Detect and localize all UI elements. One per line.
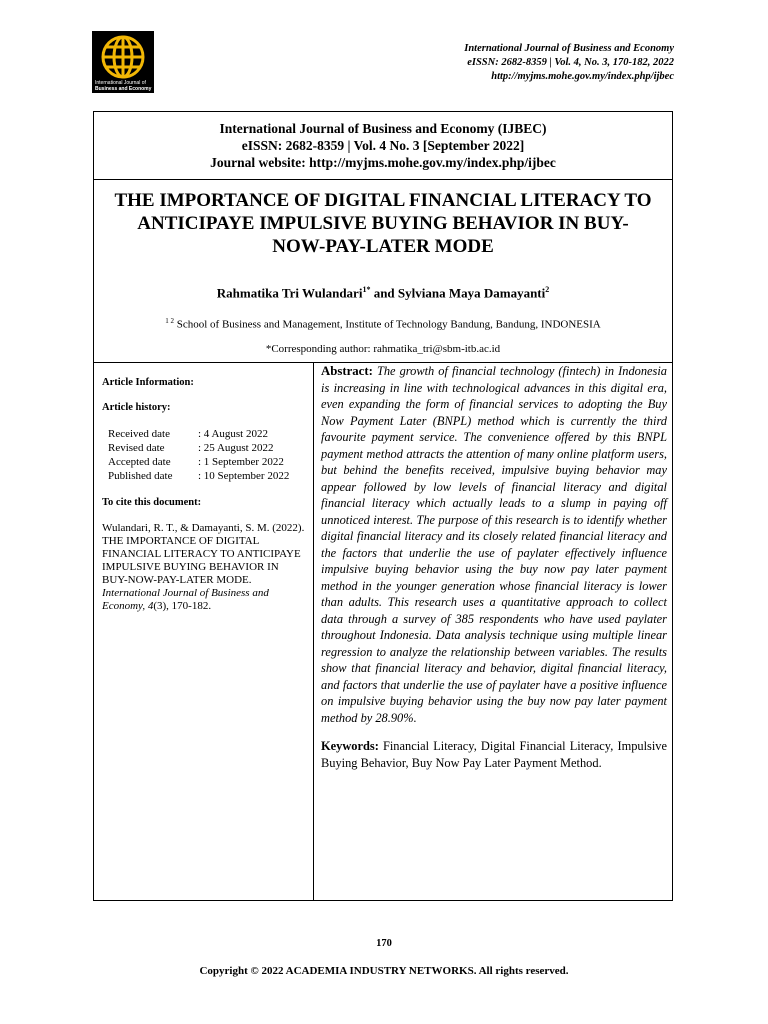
- header-url: http://myjms.mohe.gov.my/index.php/ijbec: [491, 71, 674, 82]
- history-value: : 10 September 2022: [198, 470, 290, 482]
- corresponding-author: *Corresponding author: rahmatika_tri@sbm-itb.ac.id: [265, 342, 501, 355]
- journal-name: International Journal of Business and Economy (IJBEC): [219, 121, 547, 136]
- article-info-heading: Article Information:: [102, 377, 194, 388]
- abstract-column: [321, 363, 667, 900]
- logo-caption-1: International Journal of: [95, 80, 146, 86]
- journal-issn: eISSN: 2682-8359 | Vol. 4 No. 3 [September 2022]: [241, 138, 525, 153]
- history-label: Published date: [108, 470, 173, 482]
- history-row: [108, 427, 305, 441]
- citation: [102, 522, 305, 613]
- history-label: Revised date: [108, 442, 165, 454]
- title-box: [94, 180, 672, 363]
- journal-info-box: [94, 112, 672, 180]
- history-row: [108, 469, 305, 483]
- running-header: [464, 42, 674, 84]
- logo-caption-2: Business and Economy: [95, 86, 152, 92]
- abstract-text: The growth of financial technology (fintech) in Indonesia is increasing in line with technological advances in this digital era, even expanding the form of financial services to adopting the Buy Now Payment Later (BNPL) method which is currently the third favourite payment service. The convenience offered by this BNPL payment method attracts the attention of many online platform users, but behind the benefits received, impulsive buying behavior may appear followed by low levels of financial literacy and digital financial literacy which actually leads to a slump in paying off unnoticed interest. The purpose of this research is to identify whether digital financial literacy and its closely related financial literacy and the factors that underlie the use of paylater effectively influence impulsive buying behavior using the buy now pay later payment method in the younger generation whose financial literacy is lower than adults. This research uses a quantitative approach to collect data through a survey of 385 respondents who have used paylater throughout Indonesia. Data analysis technique using multiple linear regression to analyze the relationship between variables. The results show that financial literacy and behavior, digital financial literacy, and factors that underlie the use of paylater have a positive influence on impulsive buying behavior using the buy now pay later payment method by 28.90%.: [321, 364, 667, 725]
- affiliation-text: School of Business and Management, Institute of Technology Bandung, Bandung, INDONESIA: [174, 318, 601, 331]
- history-label: Received date: [108, 428, 170, 440]
- author-1: Rahmatika Tri Wulandari: [216, 285, 363, 301]
- history-value: : 1 September 2022: [198, 456, 284, 468]
- cite-heading: To cite this document:: [102, 497, 202, 508]
- header-issn: eISSN: 2682-8359 | Vol. 4, No. 3, 170-182, 2022: [467, 57, 674, 68]
- history-row: [108, 441, 305, 455]
- abstract-label: Abstract:: [321, 364, 373, 378]
- globe-icon: [92, 31, 154, 93]
- history-value: : 4 August 2022: [198, 428, 268, 440]
- article-history-heading: Article history:: [102, 402, 171, 413]
- page-number: 170: [376, 938, 392, 949]
- citation-issue: (3), 170-182.: [153, 600, 212, 612]
- article-history: [108, 427, 305, 483]
- keywords-text: Financial Literacy, Digital Financial Literacy, Impulsive Buying Behavior, Buy Now Pay Later Payment Method.: [321, 739, 667, 770]
- affiliation: [94, 317, 672, 331]
- article-frame: [93, 111, 673, 901]
- authors: [94, 285, 672, 301]
- journal-website: Journal website: http://myjms.mohe.gov.my/index.php/ijbec: [210, 155, 556, 170]
- abstract: [321, 363, 667, 726]
- author-1-sup: 1*: [362, 285, 371, 294]
- author-2: and Sylviana Maya Damayanti: [370, 285, 546, 301]
- affiliation-sup: 1 2: [165, 317, 174, 326]
- citation-journal: International Journal of Business and Economy, 4: [102, 587, 269, 612]
- history-label: Accepted date: [108, 456, 171, 468]
- copyright: Copyright © 2022 ACADEMIA INDUSTRY NETWORKS. All rights reserved.: [199, 965, 569, 977]
- journal-logo: [92, 31, 154, 93]
- author-2-sup: 2: [545, 285, 550, 294]
- history-row: [108, 455, 305, 469]
- citation-text: Wulandari, R. T., & Damayanti, S. M. (2022). THE IMPORTANCE OF DIGITAL FINANCIAL LITERACY TO ANTICIPAYE IMPULSIVE BUYING BEHAVIOR IN BUY-NOW-PAY-LATER MODE.: [102, 522, 305, 586]
- history-value: : 25 August 2022: [198, 442, 274, 454]
- keywords: [321, 738, 667, 771]
- keywords-label: Keywords:: [321, 739, 379, 753]
- paper-title: THE IMPORTANCE OF DIGITAL FINANCIAL LITERACY TO ANTICIPAYE IMPULSIVE BUYING BEHAVIOR IN BUY-NOW-PAY-LATER MODE: [114, 190, 652, 257]
- article-info-column: [94, 363, 314, 900]
- header-journal-name: International Journal of Business and Economy: [464, 43, 674, 54]
